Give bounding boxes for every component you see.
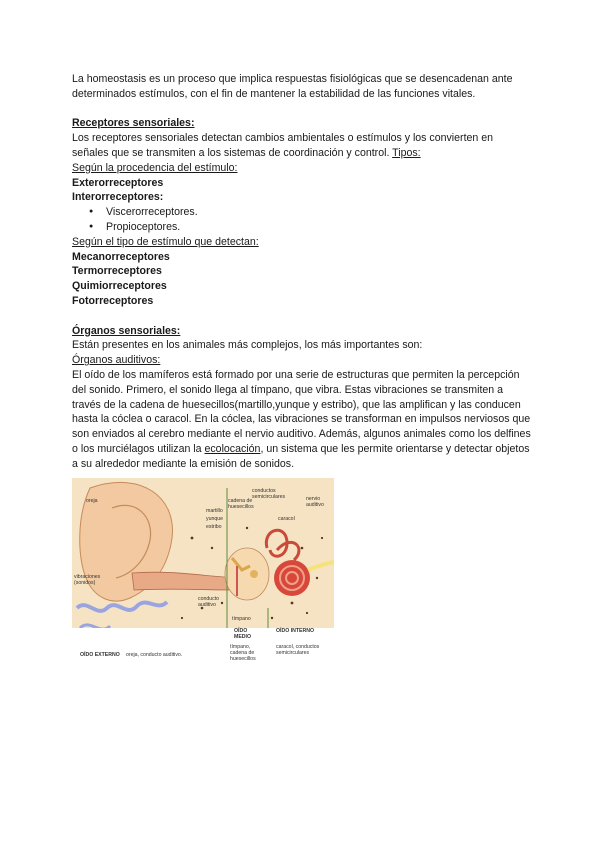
intro-paragraph: La homeostasis es un proceso que implica respuestas fisiológicas que se desencadenan ante determinados estímulos, con el fin de mantener la estabilidad de las funciones vitales. (72, 73, 513, 100)
label-oido-interno-sub: caracol, conductos semicirculares (276, 643, 320, 656)
organos-heading: Órganos sensoriales: (72, 324, 181, 337)
label-conducto: conducto auditivo (198, 595, 220, 608)
procedencia-label: Según la procedencia del estímulo: (72, 161, 238, 174)
oido-text-1: El oído de los mamíferos está formado por una serie de estructuras que permiten la percepción del sonido. Primero, el sonido llega al tímpano, que vibra. Estas vibraciones se transmiten a través de la cadena de huesecillos(martillo,yunque y estribo), que las amplifican y las conducen hasta la cóclea o caracol. En la cóclea, las vibraciones se transforman en impulsos nerviosos que son enviados al cerebro mediante el nervio auditivo. Además, algunos animales como los delfines o los murciélagos utilizan la (72, 368, 531, 455)
label-timpano: tímpano (232, 615, 251, 622)
list-item: ● Propioceptores. (106, 220, 532, 235)
label-cadena: cadena de huesecillos (228, 497, 254, 510)
label-nervio: nervio auditivo (306, 495, 324, 508)
label-martillo: martillo (206, 507, 223, 514)
document-page (72, 72, 532, 666)
label-oido-externo-sub: oreja, conducto auditivo. (126, 651, 183, 658)
auditivos-label: Órganos auditivos: (72, 354, 161, 367)
label-oido-externo: OÍDO EXTERNO (80, 651, 120, 658)
list-item: Quimiorreceptores (72, 280, 167, 293)
ear-illustration (72, 478, 334, 666)
label-caracol: caracol (278, 515, 295, 522)
ecolocacion-link: ecolocación (204, 442, 261, 455)
receptores-paragraph (72, 131, 532, 161)
list-item: Mecanorreceptores (72, 250, 170, 263)
tipo-estimulo-label: Según el tipo de estímulo que detectan: (72, 235, 259, 248)
label-estribo: estribo (206, 523, 222, 530)
organos-text: Están presentes en los animales más complejos, los más importantes son: (72, 339, 423, 352)
oido-text-2: , un sistema que les permite orientarse y detectar objetos a su alrededor mediante la emisión de sonidos. (72, 442, 530, 470)
label-vibraciones: vibraciones (sonidos) (74, 573, 101, 586)
label-oido-medio-sub: tímpano, cadena de huesecillos (230, 643, 256, 662)
exteroreceptores: Exterorreceptores (72, 176, 164, 189)
interoreceptores: Interorreceptores: (72, 191, 164, 204)
intero-list (72, 205, 532, 235)
label-conductos: conductos semicirculares (252, 487, 286, 500)
oido-paragraph (72, 368, 532, 472)
label-oreja: oreja (86, 497, 98, 504)
list-item: Fotorreceptores (72, 294, 154, 307)
label-oido-interno: OÍDO INTERNO (276, 627, 315, 634)
receptores-text: Los receptores sensoriales detectan cambios ambientales o estímulos y los convierten en señales que se transmiten a los sistemas de coordinación y control. (72, 132, 494, 159)
ear-diagram (72, 478, 334, 666)
list-item: ● Viscerorreceptores. (106, 205, 532, 220)
receptores-heading: Receptores sensoriales: (72, 117, 195, 130)
list-item: Termorreceptores (72, 265, 162, 278)
label-oido-medio: OÍDO MEDIO (234, 627, 252, 640)
label-yunque: yunque (206, 515, 224, 522)
tipos-label: Tipos: (392, 146, 421, 159)
